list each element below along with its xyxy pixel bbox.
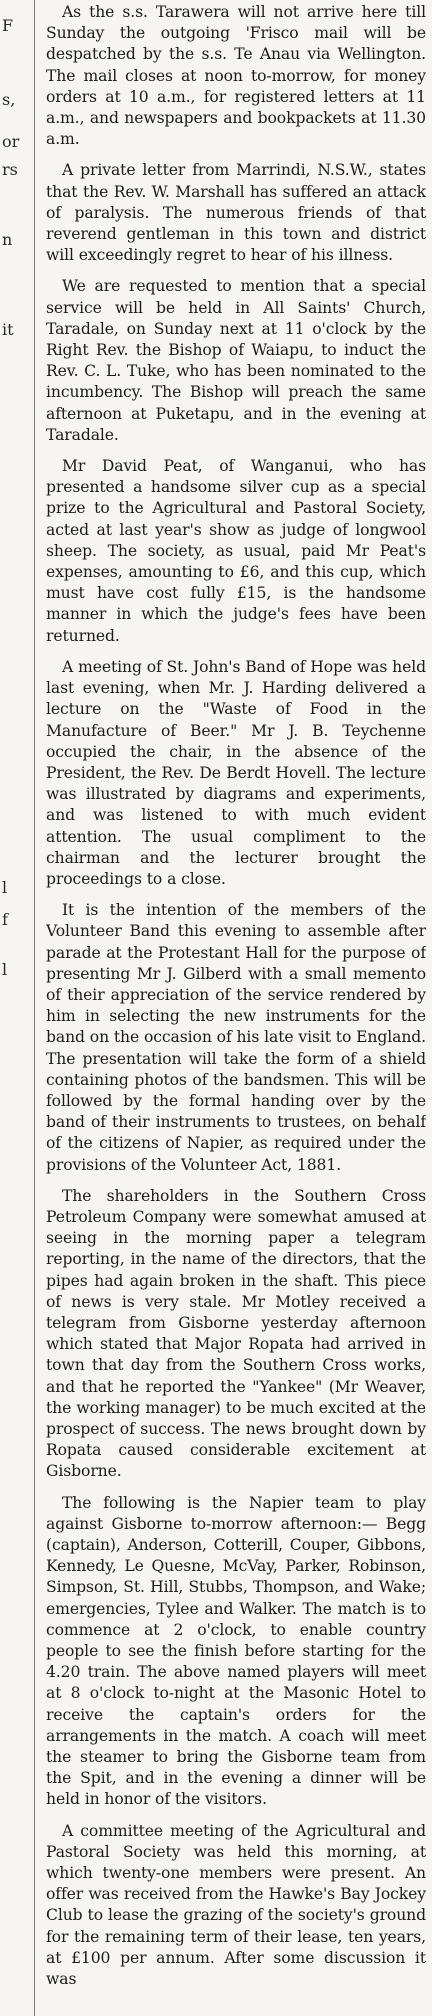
paragraph-mail-notice: As the s.s. Tarawera will not arrive here till Sunday the outgoing 'Frisco mail will be despatched by the s.s. Te Anau via Wellington. The mail closes at noon to-morrow, for money orders at 10 a.m., for registered letters at 11 a.m., and newspapers and bookpackets at 11.30 a.m. [46, 3, 426, 149]
paragraph-napier-team: The following is the Napier team to play against Gisborne to-morrow afternoon:— Begg (captain), Anderson, Cotterill, Couper, Gibbons, Kennedy, Le Quesne, McVay, Parker, Robinson, Simpson, St. Hill, Stubbs, Thompson, and Wake; emergencies, Tylee and Walker. The match is to commence at 2 o'clock, to enable country people to see the finish before starting for the 4.20 train. The above named players will meet at 8 o'clock to-night at the Masonic Hotel to receive the captain's orders for the arrangements in the match. A coach will meet the steamer to bring the Gisborne team from the Spit, and in the evening a dinner will be held in honor of the visitors. [46, 1493, 426, 1809]
margin-fragment: F [2, 16, 14, 35]
column-rule [34, 0, 35, 2016]
margin-fragment: l [2, 960, 8, 979]
paragraph-agricultural-committee: A committee meeting of the Agricultural and Pastoral Society was held this morning, at which twenty-one members were present. An offer was received from the Hawke's Bay Jockey Club to lease the grazing of the society's ground for the remaining term of their lease, ten years, at £100 per annum. After some discussion it was [46, 1821, 426, 1989]
margin-fragment: l [2, 878, 8, 897]
left-margin-fragments [0, 0, 32, 2016]
margin-fragment: rs [2, 160, 18, 179]
margin-fragment: f [2, 910, 8, 929]
paragraph-david-peat-cup: Mr David Peat, of Wanganui, who has presented a handsome silver cup as a special prize to the Agricultural and Pastoral Society, acted at last year's show as judge of longwool sheep. The society, as usual, paid Mr Peat's expenses, amounting to £6, and this cup, which must have cost fully £15, is the handsome manner in which the judge's fees have been returned. [46, 457, 426, 645]
news-column [46, 2, 426, 2014]
paragraph-all-saints-service: We are requested to mention that a special service will be held in All Saints' Church, Taradale, on Sunday next at 11 o'clock by the Right Rev. the Bishop of Waiapu, to induct the Rev. C. L. Tuke, who has been nominated to the incumbency. The Bishop will preach the same afternoon at Puketapu, and in the evening at Taradale. [46, 277, 426, 444]
margin-fragment: s, [2, 90, 16, 109]
margin-fragment: n [2, 230, 13, 249]
margin-fragment: or [2, 132, 20, 151]
paragraph-volunteer-band: It is the intention of the members of the Volunteer Band this evening to assemble after parade at the Protestant Hall for the purpose of presenting Mr J. Gilberd with a small memento of their appreciation of the service rendered by him in selecting the new instruments for the band on the occasion of his late visit to England. The presentation will take the form of a shield containing photos of the bandsmen. This will be followed by the formal handing over by the band of their instruments to trustees, on behalf of the citizens of Napier, as required under the provisions of the Volunteer Act, 1881. [46, 901, 426, 1174]
margin-fragment: it [2, 320, 14, 339]
paragraph-southern-cross-petroleum: The shareholders in the Southern Cross Petroleum Company were somewhat amused at seeing in the morning paper a telegram reporting, in the name of the directors, that the pipes had again broken in the shaft. This piece of news is very stale. Mr Motley received a telegram from Gisborne yesterday afternoon which stated that Major Ropata had arrived in town that day from the Southern Cross works, and that he reported the "Yankee" (Mr Weaver, the working manager) to be much excited at the prospect of success. The news brought down by Ropata caused considerable excitement at Gisborne. [46, 1186, 426, 1481]
paragraph-band-of-hope: A meeting of St. John's Band of Hope was held last evening, when Mr. J. Harding delivered a lecture on the "Waste of Food in the Manufacture of Beer." Mr J. B. Teychenne occupied the chair, in the absence of the President, the Rev. De Berdt Hovell. The lecture was illustrated by diagrams and experiments, and was listened to with much evident attention. The usual compliment to the chairman and the lecturer brought the proceedings to a close. [46, 657, 426, 888]
paragraph-rev-marshall: A private letter from Marrindi, N.S.W., states that the Rev. W. Marshall has suffered an attack of paralysis. The numerous friends of that reverend gentleman in this town and district will exceedingly regret to hear of his illness. [46, 161, 426, 265]
